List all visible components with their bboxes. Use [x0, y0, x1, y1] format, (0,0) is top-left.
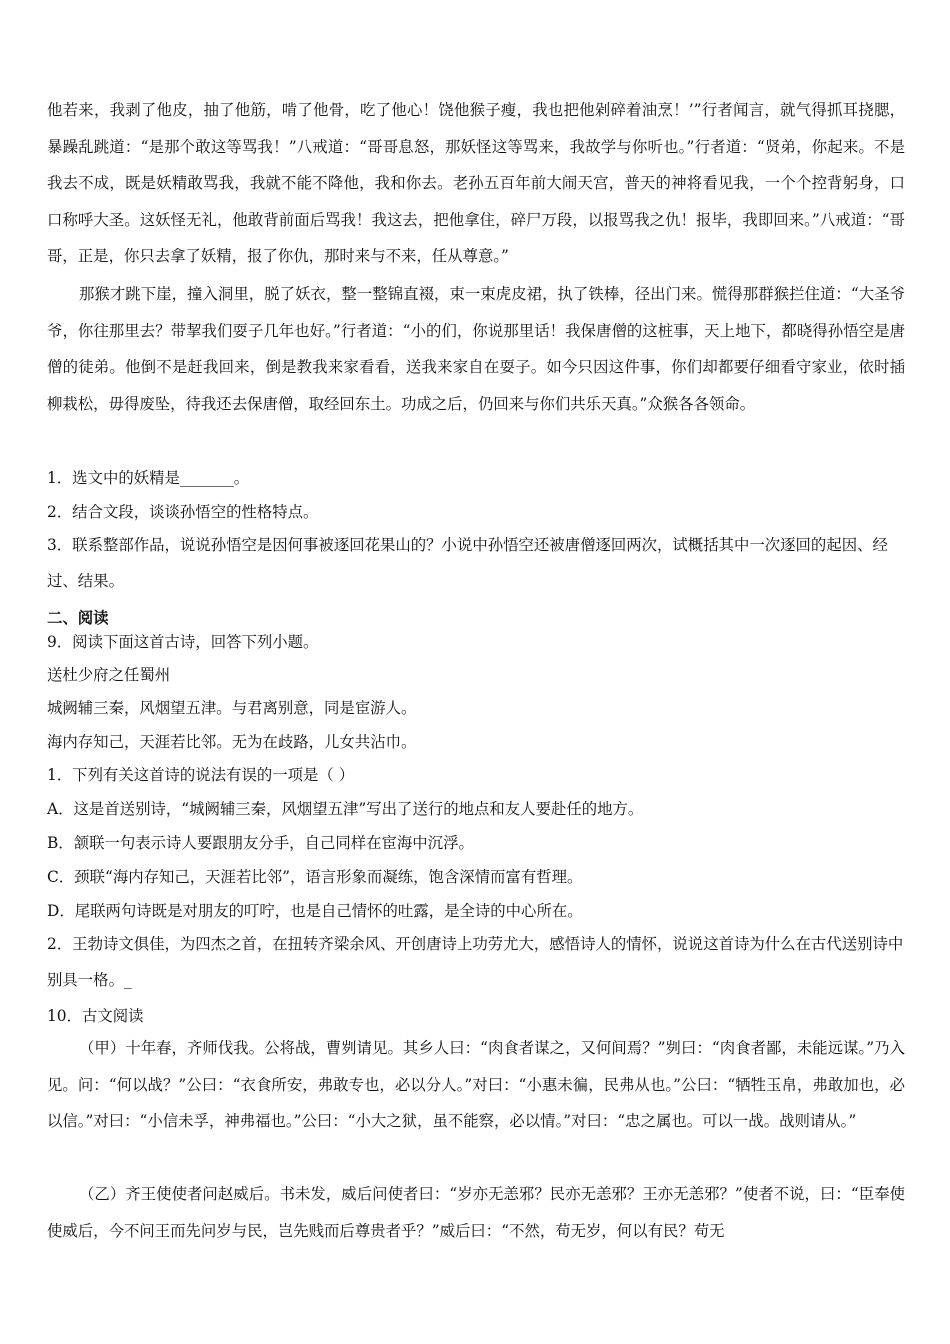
- classical-passage-jia: （甲）十年春，齐师伐我。公将战，曹刿请见。其乡人曰：“肉食者谋之，又何间焉？”刿曰：“肉食者鄙，未能远谋。”乃入见。问：“何以战？”公曰：“衣食所安，弗敢专也，必以分人。”对曰：“小惠未徧，民弗从也。”公曰：“牺牲玉帛，弗敢加也，必以信。”对曰：“小信未孚，神弗福也。”公曰：“小大之狱，虽不能察，必以情。”对曰：“忠之属也。可以一战。战则请从。”: [47, 1039, 905, 1131]
- passage-paragraph-2: 那猴才跳下崖，撞入洞里，脱了妖衣，整一整锦直裰，束一束虎皮裙，执了铁棒，径出门来。慌得那群猴拦住道：“大圣爷爷，你往那里去？带挈我们耍子几年也好。”行者道：“小的们，你说那里话！我保唐僧的这桩事，天上地下，都晓得孙悟空是唐僧的徒弟。他倒不是赶我回来，倒是教我来家看看，送我来家自在耍子。如今只因这件事，你们却都要仔细看守家业，依时插柳栽松，毋得废坠，待我还去保唐僧，取经回东土。功成之后，仍回来与你们共乐天真。”众猴各各领命。: [47, 285, 905, 413]
- question-9-intro: 9．阅读下面这首古诗，回答下列小题。: [47, 633, 319, 651]
- question-8-3: 3．联系整部作品，说说孙悟空是因何事被逐回花果山的？小说中孙悟空还被唐僧逐回两次，试概括其中一次逐回的起因、经过、结果。: [47, 536, 888, 590]
- question-8-1: 1．选文中的妖精是_______。: [47, 469, 250, 487]
- option-d: D．尾联两句诗既是对朋友的叮咛，也是自己情怀的吐露，是全诗的中心所在。: [47, 902, 583, 920]
- question-10-intro: 10．古文阅读: [47, 1007, 144, 1025]
- poem-line-2: 海内存知己，天涯若比邻。无为在歧路，儿女共沾巾。: [47, 733, 417, 751]
- question-8-2: 2．结合文段，谈谈孙悟空的性格特点。: [47, 503, 319, 521]
- option-c: C．颈联“海内存知己，天涯若比邻”，语言形象而凝练，饱含深情而富有哲理。: [47, 868, 583, 886]
- poem-title: 送杜少府之任蜀州: [47, 666, 171, 684]
- poem-line-1: 城阙辅三秦，风烟望五津。与君离别意，同是宦游人。: [47, 699, 417, 717]
- classical-passage-yi: （乙）齐王使使者问赵威后。书未发，威后问使者曰：“岁亦无恙邪？民亦无恙邪？王亦无恙邪？”使者不说，曰：“臣奉使使威后，今不问王而先问岁与民，岂先贱而后尊贵者乎？”威后曰：“不然，苟无岁，何以有民？苟无: [47, 1185, 905, 1240]
- section-heading-reading: 二、阅读: [47, 609, 109, 627]
- option-b: B．颔联一句表示诗人要跟朋友分手，自己同样在宦海中沉浮。: [47, 834, 474, 852]
- question-9-2: 2．王勃诗文俱佳，为四杰之首，在扭转齐梁余风、开创唐诗上功劳尤大，感悟诗人的情怀，说说这首诗为什么在古代送别诗中别具一格。_: [47, 935, 904, 989]
- option-a: A．这是首送别诗，“城阙辅三秦，风烟望五津”写出了送行的地点和友人要赴任的地方。: [47, 800, 644, 818]
- question-9-1: 1．下列有关这首诗的说法有误的一项是（ ）: [47, 766, 355, 784]
- passage-paragraph-1: 他若来，我剥了他皮，抽了他筋，啃了他骨，吃了他心！饶他猴子瘦，我也把他剁碎着油烹！’”行者闻言，就气得抓耳挠腮，暴躁乱跳道：“是那个敢这等骂我！”八戒道：“哥哥息怒，那妖怪这等骂来，我故学与你听也。”行者道：“贤弟，你起来。不是我去不成，既是妖精敢骂我，我就不能不降他，我和你去。老孙五百年前大闹天宫，普天的神将看见我，一个个控背躬身，口口称呼大圣。这妖怪无礼，他敢背前面后骂我！我这去，把他拿住，碎尸万段，以报骂我之仇！报毕，我即回来。”八戒道：“哥哥，正是，你只去拿了妖精，报了你仇，那时来与不来，任从尊意。”: [47, 101, 905, 266]
